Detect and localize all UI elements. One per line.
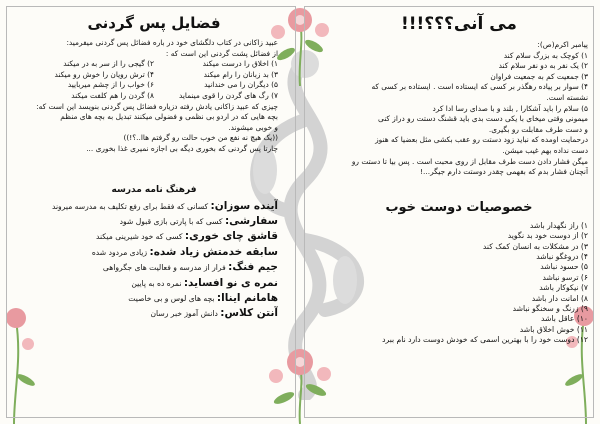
hadith-line: ۵) سلام را باید آشکارا , بلند و با صدای رسا ادا کرد (432, 103, 588, 113)
glossary-title: فرهنگ نامه مدرسه (111, 184, 197, 195)
glossary-term: آنتن کلاس: (220, 307, 278, 320)
glossary-entry (30, 199, 278, 214)
glossary-entry (30, 245, 278, 260)
glossary-entry (30, 260, 278, 275)
hadith-line: ۱) کوچک به بزرگ سلام کند (503, 50, 588, 60)
body-line: چارتا پس گردنی که بخوری دیگه بی اجازه نمیری غذا بخوری ... (86, 143, 278, 153)
hadith-line: آنچنان فشار بدم که بفهمی چقدر دوستت دارم جیگر...! (420, 167, 588, 177)
hadith-line: درحمایت اومده که نباید زود دستت رو عقب بکشی مثل بعضیا که هنوز (375, 135, 588, 145)
benefit-item: ۵) دیگران را می خندانید (204, 80, 278, 90)
glossary-definition: دانش آموز خبر رسان (150, 309, 218, 319)
glossary-term: هامانم ایناا: (216, 291, 278, 304)
benefit-item: ۶) خواب را از چشم میربایید (67, 80, 154, 90)
friend-trait-item: ۱۰) عاقل باشد (541, 314, 588, 324)
friend-trait-item: ۶) ترسو نباشد (542, 272, 588, 282)
benefit-item: ۱) اخلاق را درست میکند (202, 59, 278, 69)
glossary-entry (30, 229, 278, 244)
benefit-item: ۷) رگ های گردن را قوی مینماید (178, 90, 278, 100)
friend-trait-item: ۲) از دوست خود بد نگوید (507, 231, 588, 241)
body-line: چیزی که عبید زاکانی یادش رفته دزیاره فضائل پس گردنی بنویسد این است که: (36, 101, 278, 111)
glossary-definition: بچه های لوس و بی خاصیت (128, 293, 215, 303)
intro-line: از فضائل پشت گردنی این است که : (165, 48, 278, 58)
friend-trait-item: ۹) زرنگ و سخنگو نباشد (512, 303, 588, 313)
friend-trait-item: ۱۲) دوست خود را با بهترین اسمی که خودش دوست دارد نام ببرد (382, 335, 588, 345)
glossary-definition: زیادی مردود شده (91, 247, 148, 257)
benefit-item: ۴) ترش رویان را خوش رو میکند (54, 69, 154, 79)
glossary-entry (30, 291, 278, 306)
right-column (330, 10, 588, 346)
hadith-line: میگن فشار دادن دست طرف مقابل از روی محبت است . پس بیا تا دستت رو (351, 156, 588, 166)
prophet-label: پیامبر اکرم(ص): (537, 40, 588, 49)
left-column (30, 10, 278, 322)
friends-title: خصوصیات دوست خوب (385, 199, 533, 215)
friend-trait-item: ۱۱) خوش اخلاق باشد (519, 324, 588, 334)
body-line: ((یک هیچ نه نفع من خوب حالت رو گرفتم هاا..؟!)) (123, 133, 278, 143)
glossary-term: سابقه خدمتش زیاد شده: (149, 245, 278, 258)
hadith-line: ۴) سوار بر پیاده رهگذر بر کسی که ایستاده است . ایستاده بر کسی که (371, 82, 588, 92)
benefit-item: ۸) گردن را هم کلفت میکند (71, 90, 154, 100)
glossary-definition: کسی که با پارتی بازی قبول شود (119, 216, 223, 226)
benefits-list (30, 59, 278, 101)
friend-trait-item: ۱) راز نگهدار باشد (529, 220, 588, 230)
intro-line: عبید زاکانی در کتاب دلگشای خود در باره فضائل پس گردنی میفرمید: (66, 38, 278, 47)
glossary-entry (30, 306, 278, 321)
friend-trait-item: ۴) دروغگو نباشد (536, 251, 588, 261)
glossary-term: نمره ی نو افساید: (183, 276, 278, 289)
body-line: بچه هایی که در اردو بی نظمی و فضولی میکنند تبدیل به بچه های منظم (60, 112, 278, 122)
body-line: و خوبی میشوند. (228, 122, 278, 132)
left-title: فضایل پس گردنی (87, 14, 221, 32)
glossary-term: آینده سوزان: (210, 199, 278, 212)
glossary-entry (30, 276, 278, 291)
glossary-definition: کسی که خود شیرینی میکند (96, 232, 183, 242)
hadith-line: ۳) جمعیت کم به جمعیت فراوان (490, 71, 588, 81)
friend-trait-item: ۵) حسود نباشد (540, 262, 588, 272)
hadith-line: نشسته است. (546, 92, 588, 102)
friend-trait-item: ۷) نیکوکار باشد (539, 283, 588, 293)
friend-trait-item: ۳) در مشکلات به انسان کمک کند (482, 241, 588, 251)
right-title: می آنی؟؟؟!!! (401, 14, 517, 34)
glossary-term: قاشق چای خوری: (184, 230, 278, 243)
hadith-line: دست نداده بهم غیب میشن. (502, 145, 588, 155)
hadith-line: ۲) یک نفر به دو نفر سلام کند (498, 61, 588, 71)
hadith-line: میمونی وقتی میخای با یکی دست بدی باید قشنگ دستت رو دراز کنی (378, 114, 588, 124)
glossary-entry (30, 214, 278, 229)
friend-trait-item: ۸) امانت دار باشد (531, 293, 588, 303)
glossary-definition: فرار از مدرسه و فعالیت های جگرواهی (102, 263, 226, 273)
glossary-definition: کسانی که فقط برای رفع تکلیف به مدرسه میروند (51, 201, 209, 211)
glossary-definition: نمره ده به پایین (131, 278, 182, 288)
glossary-term: سفارشی: (224, 214, 278, 227)
hadith-line: و دست طرف مقابلت رو بگیری. (488, 124, 588, 134)
benefit-item: ۳) بد زبانان را رام میکند (203, 69, 278, 79)
glossary-term: جیم فنگ: (228, 261, 278, 274)
benefit-item: ۲) گیجی را از سر به در میکند (63, 59, 154, 69)
